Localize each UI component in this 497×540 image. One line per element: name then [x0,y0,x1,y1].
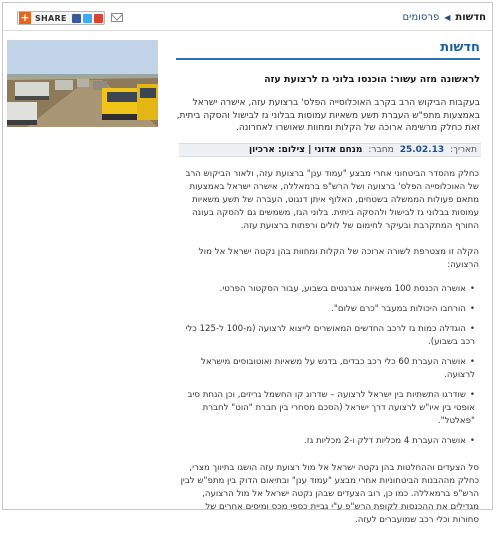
list-item: • אושרה הכנסת 100 משאיות אגרגטים בשבוע, עבור הסקטור הפרטי. [179,283,479,296]
title-divider [176,58,480,60]
measures-list [179,283,479,448]
breadcrumb [402,12,486,23]
paragraph: כחלק מהסדר הביטחוני אחרי מבצע "עמוד ענן" ברצועת עזה, ולאור הביקוש הרב של האוכלוסייה הפלס' ברצועה ושל הרש"פ ברמאללה, אישרה ישראל באמצעות מתאם פעולות הממשלה בשטחים, האלוף איתן דנגוט, העברה של תשע משאיות עמוסות בבלוני גז לבישול ולהסקה ביתית. בלוני הגז, משמשים גם להסקה בעונה החורף המתקרבת ובעיקר לחימום של לולים ורפתות ברצועת עזה. [185,169,479,231]
article-page [2,2,493,525]
breadcrumb-link-publications[interactable]: פרסומים [402,12,440,23]
list-item: • אושרה העברת 60 כלי רכב כבדים, בדגש על משאיות ואוטובוסים מישראל לרצועה. [179,356,479,382]
share-plus-icon: + [20,11,30,24]
list-item: • אושרה העברת 4 מכליות דלק ו-2 מכליות גז. [179,435,479,448]
article-author: מנחם אדוני | צילום: ארכיון [249,145,363,155]
article-date: 25.02.13 [399,145,445,155]
article-column [176,40,480,145]
google-plus-icon[interactable] [94,14,103,23]
article-photo [7,40,158,127]
breadcrumb-current: חדשות [455,12,486,23]
twitter-icon[interactable] [83,14,92,23]
breadcrumb-arrow-icon: ◀ [444,13,451,22]
article-body [179,168,479,540]
date-label: תאריך: [450,145,477,155]
closing-paragraph: סל הצעדים וההחלטות בהן נקטה ישראל אל מול רצועת עזה הושגו בתיווך מצרי, כחלק מההבנות הביטחוניות אחרי מבצע "עמוד ענן" ובתיאום הדוק בין מתפ"ש לבין הרש"פ ברמאללה. כמו כן, רוב הצעדים שבהן נקטה ישראל אל מול הרצועה, מגדילים את ההכנסות לקופת הרש"פ ע"י גביית כספי מכס ומיסים אחרים של סחורות וכלי רכב שמועברים לעזה. [180,463,479,525]
email-icon[interactable] [111,13,123,22]
list-item: • שודרגו התשתיות בין ישראל לרצועה – שדרוג קו החשמל גריזים, וכן הנחת סיב אופטי בין איו"ש לרצועה דרך ישראל (הסכם מסחרי בין חברת "הוט" לחברת "פאלטל". [179,389,479,428]
share-icons [72,14,103,23]
paragraph: הקלה זו מצטרפת לשורה ארוכה של הקלות ומחוות בהן נקטה ישראל אל מול הרצועה: [198,247,479,270]
author-label: מחבר: [368,145,394,155]
article-meta [179,143,481,157]
article-headline: לראשונה מזה עשור: הוכנסו בלוני גז לרצועת עזה [264,74,480,85]
article-lead: בעקבות הביקוש הרב בקרב האוכלוסייה הפלס' ברצועת עזה, אישרה ישראל באמצעות מתפ"ש העברת תשע משאיות עמוסות בבלוני גז לבישול והסקה ביתית, זאת כחלק מרשימה ארוכה של הקלות ומחוות שאושרו לאחרונה. [176,98,480,133]
section-title: חדשות [440,40,480,55]
list-item: • הוגדלה כמות גז לרכב החדשים המאושרים לייצוא לרצועה (מ-100 ל-125 כלי רכב בשבוע). [179,323,479,349]
trucks-at-crossing-image [7,40,158,127]
share-button[interactable] [17,11,105,25]
share-label: SHARE [35,13,67,23]
top-bar [3,3,492,31]
facebook-icon[interactable] [72,14,81,23]
list-item: • הורחבו היכולות במעבר "כרם שלום". [179,303,479,316]
